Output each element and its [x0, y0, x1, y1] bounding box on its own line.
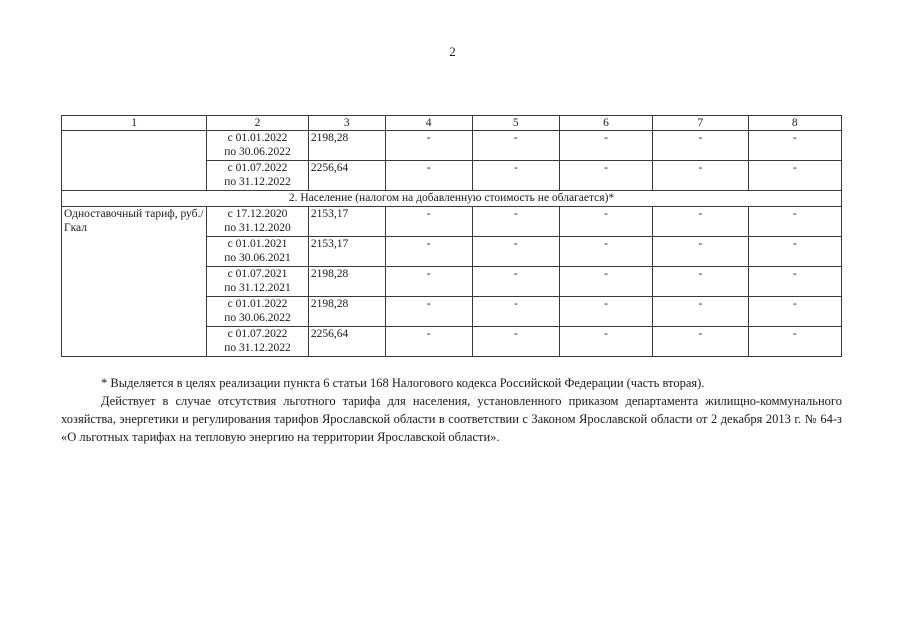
dash-cell: -: [472, 131, 559, 161]
period-cell: с 17.12.2020 по 31.12.2020: [207, 207, 309, 237]
dash-cell: -: [748, 267, 841, 297]
tariff-value-cell: 2153,17: [308, 237, 385, 267]
dash-cell: -: [748, 207, 841, 237]
dash-cell: -: [559, 297, 652, 327]
empty-category-cell: [62, 131, 207, 191]
dash-cell: -: [748, 131, 841, 161]
column-number-header: 7: [653, 116, 748, 131]
explanatory-paragraph: Действует в случае отсутствия льготного тарифа для населения, установленного приказом департамента жилищно-коммунального хозяйства, энергетики и регулирования тарифов Ярославской области в соответствии с Законом Ярославской области от 2 декабря 2013 г. № 64-з «О льготных тарифах на тепловую энергию на территории Ярославской области».: [61, 394, 842, 444]
tariff-value-cell: 2198,28: [308, 131, 385, 161]
period-cell: с 01.01.2021 по 30.06.2021: [207, 237, 309, 267]
dash-cell: -: [653, 237, 748, 267]
dash-cell: -: [559, 327, 652, 357]
table-row: [62, 207, 842, 237]
dash-cell: -: [385, 327, 472, 357]
dash-cell: -: [653, 207, 748, 237]
dash-cell: -: [385, 297, 472, 327]
dash-cell: -: [748, 161, 841, 191]
dash-cell: -: [385, 267, 472, 297]
dash-cell: -: [385, 161, 472, 191]
tariff-value-cell: 2256,64: [308, 161, 385, 191]
footnote: * Выделяется в целях реализации пункта 6 статьи 168 Налогового кодекса Российской Федерации (часть вторая).: [101, 376, 705, 390]
column-number-header: 5: [472, 116, 559, 131]
dash-cell: -: [748, 237, 841, 267]
dash-cell: -: [385, 131, 472, 161]
period-cell: с 01.01.2022 по 30.06.2022: [207, 131, 309, 161]
period-cell: с 01.07.2022 по 31.12.2022: [207, 327, 309, 357]
column-number-header: 4: [385, 116, 472, 131]
notes-block: [61, 374, 842, 446]
table-row: [62, 131, 842, 161]
tariff-value-cell: 2256,64: [308, 327, 385, 357]
dash-cell: -: [472, 297, 559, 327]
period-cell: с 01.07.2021 по 31.12.2021: [207, 267, 309, 297]
period-cell: с 01.07.2022 по 31.12.2022: [207, 161, 309, 191]
dash-cell: -: [472, 237, 559, 267]
dash-cell: -: [559, 267, 652, 297]
dash-cell: -: [472, 161, 559, 191]
dash-cell: -: [748, 327, 841, 357]
dash-cell: -: [385, 237, 472, 267]
tariff-category-cell: Одноставочный тариф, руб./Гкал: [62, 207, 207, 357]
dash-cell: -: [472, 267, 559, 297]
dash-cell: -: [559, 237, 652, 267]
period-cell: с 01.01.2022 по 30.06.2022: [207, 297, 309, 327]
dash-cell: -: [653, 161, 748, 191]
dash-cell: -: [472, 327, 559, 357]
dash-cell: -: [559, 131, 652, 161]
column-number-header: 1: [62, 116, 207, 131]
tariff-value-cell: 2198,28: [308, 267, 385, 297]
section-row: [62, 191, 842, 207]
section-title: 2. Население (налогом на добавленную стоимость не облагается)*: [62, 191, 842, 207]
dash-cell: -: [653, 297, 748, 327]
dash-cell: -: [472, 207, 559, 237]
column-number-header: 2: [207, 116, 309, 131]
dash-cell: -: [385, 207, 472, 237]
dash-cell: -: [653, 131, 748, 161]
dash-cell: -: [559, 161, 652, 191]
tariff-table: [61, 115, 842, 357]
dash-cell: -: [653, 267, 748, 297]
dash-cell: -: [748, 297, 841, 327]
column-number-header: 3: [308, 116, 385, 131]
tariff-value-cell: 2153,17: [308, 207, 385, 237]
tariff-value-cell: 2198,28: [308, 297, 385, 327]
page-number: 2: [449, 44, 456, 59]
table-header-row: [62, 116, 842, 131]
dash-cell: -: [559, 207, 652, 237]
dash-cell: -: [653, 327, 748, 357]
column-number-header: 8: [748, 116, 841, 131]
column-number-header: 6: [559, 116, 652, 131]
